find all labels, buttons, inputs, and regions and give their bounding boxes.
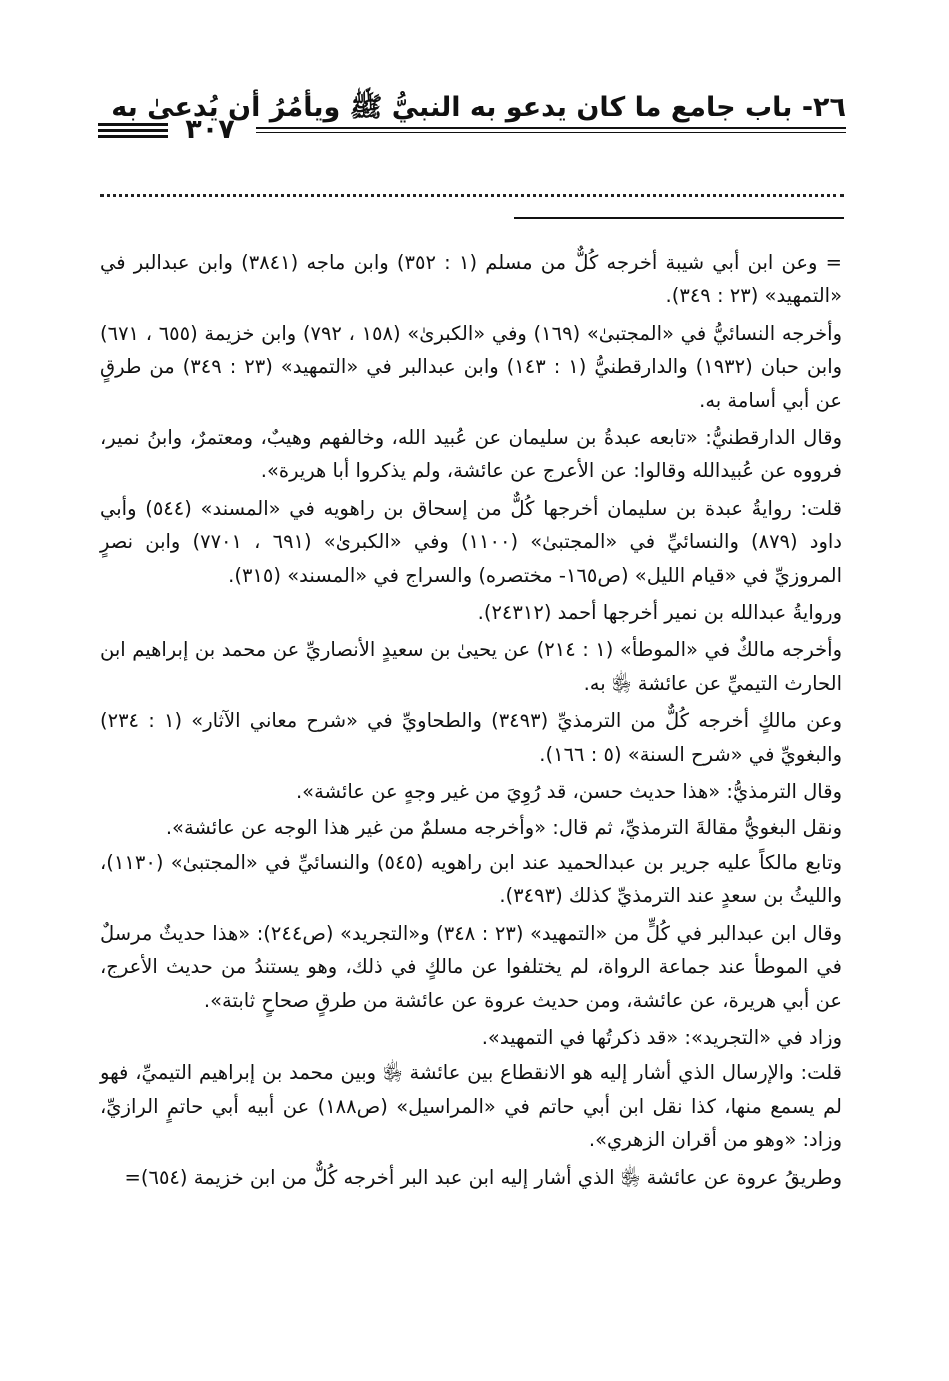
chapter-title: ٢٦- باب جامع ما كان يدعو به النبيُّ ﷺ ويأمُرُ أن يُدعىٰ به [111, 92, 846, 123]
paragraph: قلت: والإرسال الذي أشار إليه هو الانقطاع بين عائشة ﵂ وبين محمد بن إبراهيم التيميِّ، فهو لم يسمع منها، كذا نقل ابن أبي حاتم في «المراسيل» (ص١٨٨) عن أبيه أبي حاتمٍ الرازيِّ، وزاد: «وهو من أقران الزهري». [100, 1061, 842, 1152]
paragraph: وعن مالكٍ أخرجه كُلٌّ من الترمذيِّ (٣٤٩٣) والطحاويِّ في «شرح معاني الآثار» (١ : ٢٣٤) والبغويِّ في «شرح السنة» (٥ : ١٦٦). [100, 709, 843, 766]
paragraph: وزاد في «التجريد»: «قد ذكرتُها في التمهيد». [481, 1025, 842, 1049]
paragraph: وأخرجه النسائيُّ في «المجتبىٰ» (١٦٩) وفي «الكبرىٰ» (١٥٨ ، ٧٩٢) وابن خزيمة (٦٥٥ ، ٦٧١) وابن حبان (١٩٣٢) والدارقطنيُّ (١ : ١٤٣) وابن عبدالبر في «التمهيد» (٢٣ : ٣٤٩) من طرقٍ عن أبي أسامة به. [100, 321, 843, 412]
paragraph: وقال الدارقطنيُّ: «تابعه عبدةُ بن سليمان عن عُبيد الله، وخالفهم وهيبٌ، ومعتمرٌ، وابنُ نمير، فرووه عن عُبيدالله وقالوا: عن الأعرج عن عائشة، ولم يذكروا أبا هريرة». [100, 426, 842, 483]
paragraph: وأخرجه مالكٌ في «الموطأ» (١ : ٢١٤) عن يحيىٰ بن سعيدٍ الأنصاريِّ عن محمد بن إبراهيم ابن الحارث التيميِّ عن عائشة ﵂ به. [100, 638, 842, 695]
paragraph: وقال ابن عبدالبر في كُلٍّ من «التمهيد» (٢٣ : ٣٤٨) و«التجريد» (ص٢٤٤): «هذا حديثٌ مرسلٌ في الموطأ عند جماعة الرواة، لم يختلفوا عن مالكٍ في ذلك، وهو يستندُ من حديث الأعرج، عن أبي هريرة، عن عائشة، ومن حديث عروة عن عائشة من طرقٍ صحاحٍ ثابتة». [100, 921, 842, 1012]
paragraph: وطريقُ عروة عن عائشة ﵂ الذي أشار إليه ابن عبد البر أخرجه كُلٌّ من ابن خزيمة (٦٥٤)= [124, 1165, 842, 1189]
paragraph: وتابع مالكاً عليه جرير بن عبدالحميد عند ابن راهويه (٥٤٥) والنسائيِّ في «المجتبىٰ» (١١٣٠)، والليثُ بن سعدٍ عند الترمذيِّ كذلك (٣٤٩٣). [100, 850, 842, 908]
paragraph: ونقل البغويُّ مقالةَ الترمذيِّ، ثم قال: «وأخرجه مسلمٌ من غير هذا الوجه عن عائشة». [165, 815, 842, 839]
paragraph: قلت: روايةُ عبدة بن سليمان أخرجها كُلٌّ من إسحاق بن راهويه في «المسند» (٥٤٤) وأبي داود (٨٧٩) والنسائيِّ في «المجتبىٰ» (١١٠٠) وفي «الكبرىٰ» (٦٩١ ، ٧٧٠١) وابن نصرٍ المروزيِّ في «قيام الليل» (ص١٦٥- مختصره) والسراج في «المسند» (٣١٥). [100, 496, 842, 587]
paragraph: وقال الترمذيُّ: «هذا حديث حسن، قد رُوِيَ من غير وجهٍ عن عائشة». [295, 780, 842, 804]
header-rule-thin [256, 132, 846, 133]
header-rule [256, 127, 846, 129]
footnote-rule [514, 217, 844, 219]
footnote-body [100, 246, 842, 1198]
dotted-separator [100, 194, 844, 197]
page-number: ٣٠٧ [185, 114, 235, 145]
paragraph: = وعن ابن أبي شيبة أخرجه كُلٌّ من مسلم (١ : ٣٥٢) وابن ماجه (٣٨٤١) وابن عبدالبر في «التمهيد» (٢٣ : ٣٤٩). [100, 251, 842, 308]
paragraph: وروايةُ عبدالله بن نمير أخرجها أحمد (٢٤٣١٢). [477, 601, 842, 625]
page-number-ornament [98, 123, 168, 141]
